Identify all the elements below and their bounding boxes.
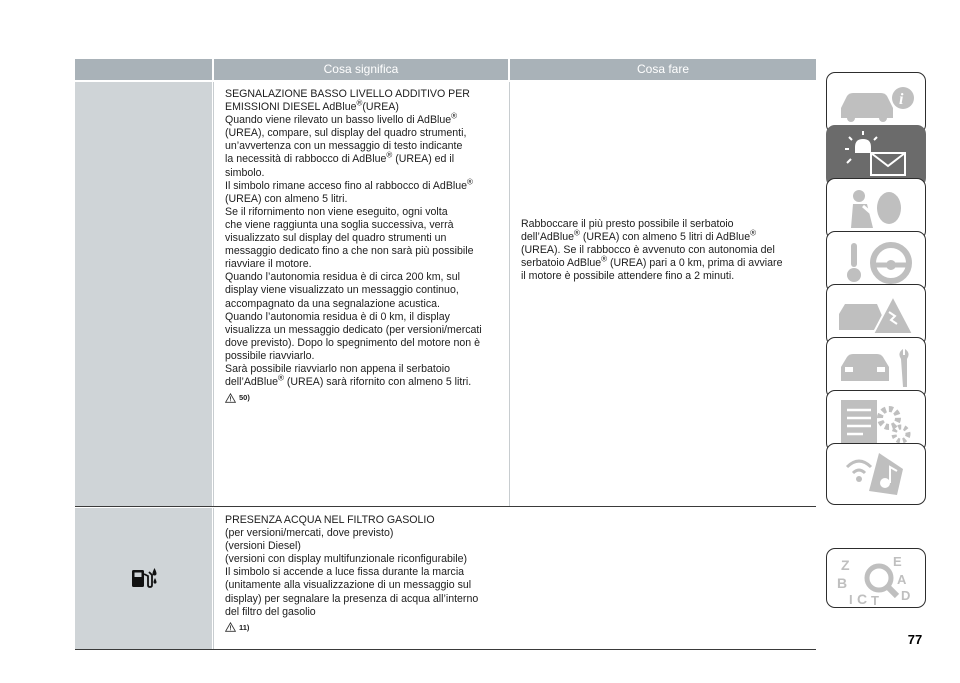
meaning-cell: SEGNALAZIONE BASSO LIVELLO ADDITIVO PER EMISSIONI DIESEL AdBlue®(UREA) Quando viene rilevato un basso livello di AdBlue® (UREA), compare, sul display del quadro strumenti, un’avvertenza con un messaggio di testo indicante la necessità di rabbocco di AdBlue® (UREA) ed il simbolo. Il simbolo rimane acceso fino al rabbocco di AdBlue® (UREA) con almeno 5 litri. Se il rifornimento non viene eseguito, ogni volta che viene raggiunta una soglia successiva, verrà visualizzato sul display del quadro strumenti un messaggio dedicato fino a che non sarà più possibile riavviare il motore. Quando l’autonomia residua è di circa 200 km, sul display viene visualizzato un messaggio continuo, accompagnato da una segnalazione acustica. Quando l’autonomia residua è di 0 km, il display visualizza un messaggio dedicato (per versioni/mercati dove previsto). Dopo lo spegnimento del motore non è possibile riavviarlo. Sarà possibile riavviarlo non appena il serbatoio dell’AdBlue® (UREA) sarà rifornito con almeno 5 litri. 50) (225, 88, 515, 404)
header-meaning: Cosa significa (214, 59, 508, 80)
multimedia-icon (833, 449, 921, 501)
index-letter: E (893, 554, 902, 569)
starting-driving-icon (833, 237, 921, 289)
tab-index[interactable] (826, 548, 926, 608)
index-icon (833, 554, 921, 606)
svg-text:i: i (899, 91, 904, 108)
page-number: 77 (907, 632, 923, 647)
index-letter: A (897, 572, 907, 587)
table-row-water-in-fuel (75, 508, 816, 650)
action-cell: Rabboccare il più presto possibile il serbatoio dell’AdBlue® (UREA) con almeno 5 litri di AdBlue® (UREA). Se il rabbocco è avvenuto con autonomia del serbatoio AdBlue® (UREA) pari a 0 km, prima di avviare il motore è possibile attendere fino a 2 minuti. (521, 218, 783, 283)
warning-lights-icon (833, 131, 921, 183)
tab-multimedia[interactable] (826, 443, 926, 505)
warning-triangle-icon (225, 393, 236, 403)
water-in-fuel-icon (129, 565, 159, 591)
index-letter: Z (841, 557, 850, 573)
index-letter: C (857, 591, 868, 606)
index-letter: T (871, 593, 879, 606)
meaning-cell: PRESENZA ACQUA NEL FILTRO GASOLIO (per versioni/mercati, dove previsto) (versioni Diesel) (versioni con display multifunzionale riconfigurabile) Il simbolo si accende a luce fissa durante la marcia (unitamente alla visualizzazione di un messaggio sul display) per segnalare la presenza di acqua all’interno del filtro del gasolio 11) (225, 514, 515, 634)
warning-reference[interactable]: 11) (225, 621, 515, 634)
index-letter: I (849, 592, 853, 606)
car-info-icon (833, 78, 921, 130)
icon-cell (75, 508, 212, 649)
maintenance-icon (833, 343, 921, 395)
icon-cell (75, 82, 212, 506)
warning-triangle-icon (225, 622, 236, 632)
table-row-adblue (75, 82, 816, 507)
safety-airbag-icon (833, 184, 921, 236)
header-action: Cosa fare (510, 59, 816, 80)
emergency-icon (833, 290, 921, 342)
index-letter: B (837, 575, 848, 591)
index-letter: D (901, 588, 911, 603)
technical-data-icon (833, 396, 921, 448)
header-icon-column (75, 59, 212, 80)
warning-reference[interactable]: 50) (225, 391, 515, 404)
